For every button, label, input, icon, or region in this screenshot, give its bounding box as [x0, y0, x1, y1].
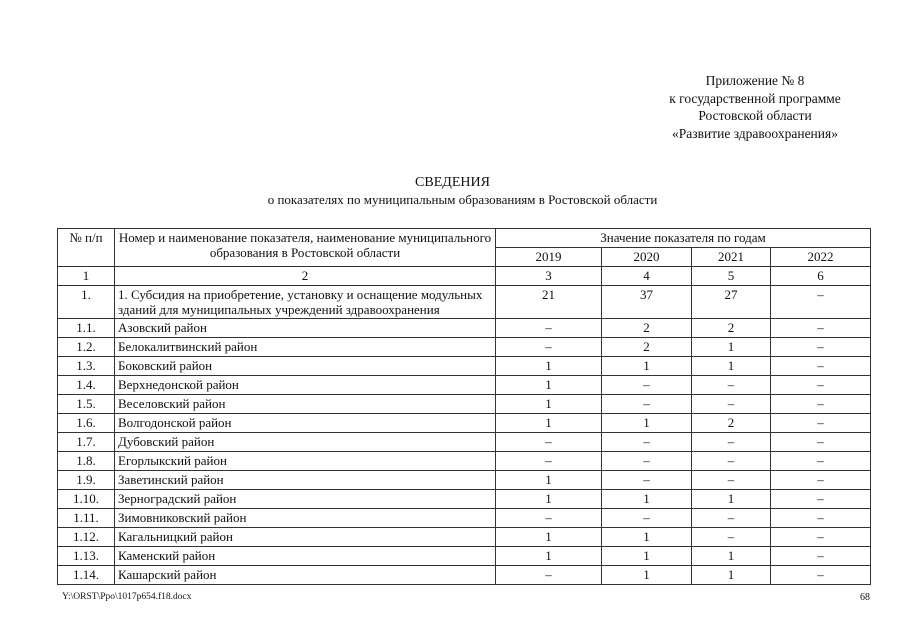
row-number: 1.5. [58, 395, 115, 414]
appendix-block [600, 72, 905, 142]
document-subtitle: о показателях по муниципальным образованиям в Ростовской области [267, 192, 658, 207]
row-value-2020: – [602, 433, 692, 452]
row-indicator-name: Каменский район [115, 547, 496, 566]
table-row [58, 338, 871, 357]
row-value-2022: – [771, 452, 871, 471]
table-row [58, 452, 871, 471]
row-value-2019: 1 [496, 471, 602, 490]
page-number: 68 [860, 592, 870, 603]
row-value-2020: 1 [602, 566, 692, 585]
appendix-line-2: к государственной программе [669, 90, 841, 106]
row-number: 1.12. [58, 528, 115, 547]
row-indicator-name: Заветинский район [115, 471, 496, 490]
column-number: 5 [692, 267, 771, 286]
row-value-2019: 1 [496, 547, 602, 566]
row-number: 1.4. [58, 376, 115, 395]
row-value-2022: – [771, 490, 871, 509]
row-value-2021: 2 [692, 319, 771, 338]
row-number: 1.11. [58, 509, 115, 528]
table-row [58, 395, 871, 414]
row-value-2019: – [496, 566, 602, 585]
row-indicator-name: Зерноградский район [115, 490, 496, 509]
document-title: СВЕДЕНИЯ [415, 175, 490, 190]
row-value-2021: 2 [692, 414, 771, 433]
appendix-line-1: Приложение № 8 [705, 73, 805, 88]
row-value-2021: 1 [692, 566, 771, 585]
row-value-2021: 1 [692, 490, 771, 509]
header-year-2022: 2022 [771, 248, 871, 267]
row-value-2022: – [771, 509, 871, 528]
row-number: 1.2. [58, 338, 115, 357]
indicators-table [57, 228, 871, 585]
table-row [58, 319, 871, 338]
row-value-2022: – [771, 528, 871, 547]
row-value-2020: 1 [602, 528, 692, 547]
row-number: 1.3. [58, 357, 115, 376]
row-number: 1.13. [58, 547, 115, 566]
row-number: 1. [58, 286, 115, 319]
row-value-2019: – [496, 433, 602, 452]
row-value-2021: – [692, 471, 771, 490]
row-value-2022: – [771, 395, 871, 414]
table-row [58, 490, 871, 509]
column-number: 3 [496, 267, 602, 286]
row-value-2021: – [692, 433, 771, 452]
row-value-2022: – [771, 338, 871, 357]
table-row [58, 357, 871, 376]
row-value-2021: 27 [692, 286, 771, 319]
row-value-2019: 21 [496, 286, 602, 319]
row-value-2022: – [771, 471, 871, 490]
row-value-2020: – [602, 509, 692, 528]
table-row [58, 471, 871, 490]
header-name: Номер и наименование показателя, наименование муниципального образования в Ростовской области [115, 229, 496, 267]
row-indicator-name: Веселовский район [115, 395, 496, 414]
row-number: 1.6. [58, 414, 115, 433]
row-indicator-name: Азовский район [115, 319, 496, 338]
row-value-2021: – [692, 395, 771, 414]
row-number: 1.7. [58, 433, 115, 452]
column-numbers-row [58, 267, 871, 286]
column-number: 2 [115, 267, 496, 286]
row-indicator-name: Егорлыкский район [115, 452, 496, 471]
row-value-2020: – [602, 471, 692, 490]
appendix-line-4: «Развитие здравоохранения» [672, 125, 838, 141]
table-row [58, 547, 871, 566]
table-header-row [58, 229, 871, 248]
row-indicator-name: Кагальницкий район [115, 528, 496, 547]
row-value-2021: – [692, 376, 771, 395]
row-value-2019: 1 [496, 376, 602, 395]
row-value-2019: – [496, 338, 602, 357]
row-value-2020: 37 [602, 286, 692, 319]
row-value-2019: – [496, 319, 602, 338]
header-year-2019: 2019 [496, 248, 602, 267]
row-value-2022: – [771, 286, 871, 319]
footer-file-path: Y:\ORST\Ppo\1017p654.f18.docx [62, 592, 192, 602]
header-num: № п/п [58, 229, 115, 267]
row-value-2019: – [496, 452, 602, 471]
column-number: 6 [771, 267, 871, 286]
row-value-2020: 1 [602, 414, 692, 433]
table-row [58, 566, 871, 585]
row-value-2022: – [771, 357, 871, 376]
row-value-2020: 1 [602, 490, 692, 509]
column-number: 1 [58, 267, 115, 286]
row-value-2019: 1 [496, 490, 602, 509]
row-indicator-name: Зимовниковский район [115, 509, 496, 528]
row-value-2021: 1 [692, 357, 771, 376]
row-indicator-name: Боковский район [115, 357, 496, 376]
row-indicator-name: Белокалитвинский район [115, 338, 496, 357]
header-values-group: Значение показателя по годам [496, 229, 871, 248]
row-value-2021: – [692, 509, 771, 528]
row-value-2020: – [602, 452, 692, 471]
row-indicator-name: Волгодонской район [115, 414, 496, 433]
row-value-2022: – [771, 414, 871, 433]
row-value-2020: – [602, 395, 692, 414]
table-row [58, 286, 871, 319]
row-value-2021: 1 [692, 338, 771, 357]
table-row [58, 376, 871, 395]
row-value-2022: – [771, 319, 871, 338]
row-value-2020: 1 [602, 547, 692, 566]
appendix-line-3: Ростовской области [698, 108, 812, 123]
row-value-2022: – [771, 376, 871, 395]
row-value-2020: 2 [602, 338, 692, 357]
row-value-2019: 1 [496, 395, 602, 414]
table-row [58, 433, 871, 452]
row-number: 1.8. [58, 452, 115, 471]
row-value-2022: – [771, 566, 871, 585]
table-row [58, 414, 871, 433]
row-number: 1.14. [58, 566, 115, 585]
row-indicator-name: Верхнедонской район [115, 376, 496, 395]
table-row [58, 509, 871, 528]
row-value-2020: 1 [602, 357, 692, 376]
row-number: 1.1. [58, 319, 115, 338]
row-value-2022: – [771, 547, 871, 566]
header-year-2021: 2021 [692, 248, 771, 267]
header-year-2020: 2020 [602, 248, 692, 267]
row-number: 1.10. [58, 490, 115, 509]
row-indicator-name: Дубовский район [115, 433, 496, 452]
table-row [58, 528, 871, 547]
row-value-2021: – [692, 452, 771, 471]
row-value-2019: 1 [496, 528, 602, 547]
column-number: 4 [602, 267, 692, 286]
row-indicator-name: 1. Субсидия на приобретение, установку и оснащение модульных зданий для муниципальных учреждений здравоохранения [115, 286, 496, 319]
row-value-2019: – [496, 509, 602, 528]
row-value-2020: – [602, 376, 692, 395]
row-number: 1.9. [58, 471, 115, 490]
row-indicator-name: Кашарский район [115, 566, 496, 585]
row-value-2022: – [771, 433, 871, 452]
row-value-2021: 1 [692, 547, 771, 566]
row-value-2019: 1 [496, 357, 602, 376]
row-value-2019: 1 [496, 414, 602, 433]
row-value-2020: 2 [602, 319, 692, 338]
row-value-2021: – [692, 528, 771, 547]
